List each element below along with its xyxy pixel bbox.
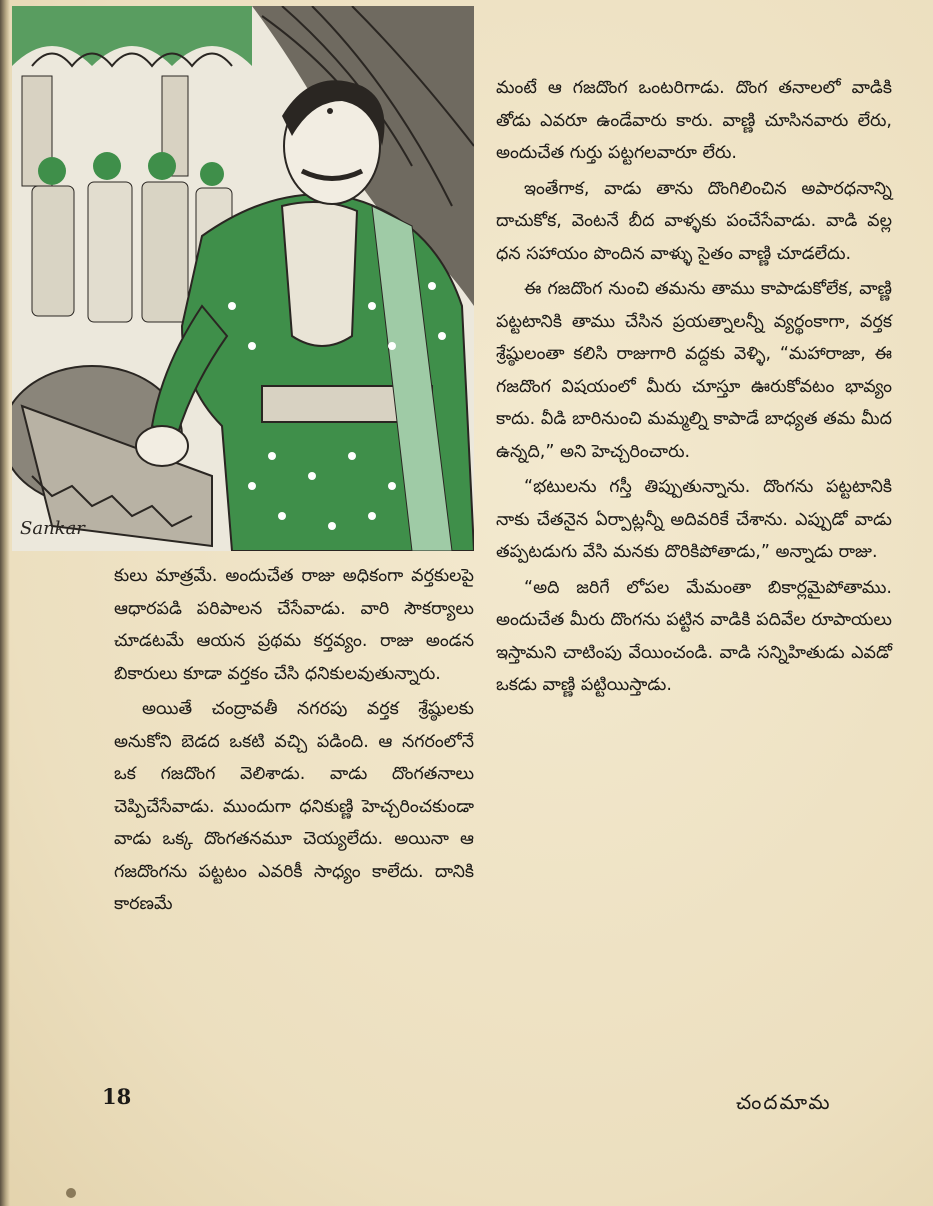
paragraph: ఇంతేగాక, వాడు తాను దొంగిలించిన అపారధనాన్ని దాచుకోక, వెంటనే బీద వాళ్ళకు పంచేసేవాడు. వాడి వల్ల ధన సహాయం పొందిన వాళ్ళు సైతం వాణ్ణి చూడలేదు. <box>496 178 892 264</box>
text-column-right <box>496 72 892 702</box>
paragraph: కులు మాత్రమే. అందుచేత రాజు అధికంగా వర్తకులపై ఆధారపడి పరిపాలన చేసేవాడు. వారి సౌకర్యాలు చూడటమే ఆయన ప్రథమ కర్తవ్యం. రాజు అండన బికారులు కూడా వర్తకం చేసి ధనికులవుతున్నారు. <box>114 566 474 684</box>
text-column-left <box>114 560 474 921</box>
magazine-name: చందమామ <box>736 1090 832 1114</box>
story-illustration <box>12 6 474 551</box>
paragraph: ఈ గజదొంగ నుంచి తమను తాము కాపాడుకోలేక, వాణ్ణి పట్టటానికి తాము చేసిన ప్రయత్నాలన్నీ వ్యర్థంకాగా, వర్తక శ్రేష్ఠులంతా కలిసి రాజుగారి వద్దకు వెళ్ళి, “మహారాజా, ఈ గజదొంగ విషయంలో మీరు చూస్తూ ఊరుకోవటం భావ్యం కాదు. వీడి బారినుంచి మమ్మల్ని కాపాడే బాధ్యత తమ మీద ఉన్నది,” అని హెచ్చరించారు. <box>496 279 892 462</box>
page-binding-edge <box>0 0 10 1206</box>
paragraph: “భటులను గస్తీ తిప్పుతున్నాను. దొంగను పట్టటానికి నాకు చేతనైన ఏర్పాట్లన్నీ అదివరికే చేశాను. ఎప్పుడో వాడు తప్పటడుగు వేసి మనకు దొరికిపోతాడు,” అన్నాడు రాజు. <box>496 477 892 562</box>
paragraph: “అది జరిగే లోపల మేమంతా బికార్లమైపోతాము. అందుచేత మీరు దొంగను పట్టిన వాడికి పదివేల రూపాయలు ఇస్తామని చాటింపు వేయించండి. వాడి సన్నిహితుడు ఎవడో ఒకడు వాణ్ణి పట్టియిస్తాడు. <box>496 577 892 695</box>
paper-speck <box>66 1188 76 1198</box>
king-illustration <box>12 6 474 551</box>
illustrator-signature: Sankar <box>20 518 85 539</box>
page-number: 18 <box>102 1084 132 1109</box>
paragraph: అయితే చంద్రావతీ నగరపు వర్తక శ్రేష్ఠులకు అనుకోని బెడద ఒకటి వచ్చి పడింది. ఆ నగరంలోనే ఒక గజదొంగ వెలిశాడు. వాడు దొంగతనాలు చెప్పిచేసేవాడు. ముందుగా ధనికుణ్ణి హెచ్చరించకుండా వాడు ఒక్క దొంగతనమూ చెయ్యలేదు. అయినా ఆ గజదొంగను పట్టటం ఎవరికీ సాధ్యం కాలేదు. దానికి కారణమే <box>114 699 474 914</box>
paragraph: మంటే ఆ గజదొంగ ఒంటరిగాడు. దొంగ తనాలలో వాడికి తోడు ఎవరూ ఉండేవారు కారు. వాణ్ణి చూసినవారు లేరు, అందుచేత గుర్తు పట్టగలవారూ లేరు. <box>496 78 892 163</box>
